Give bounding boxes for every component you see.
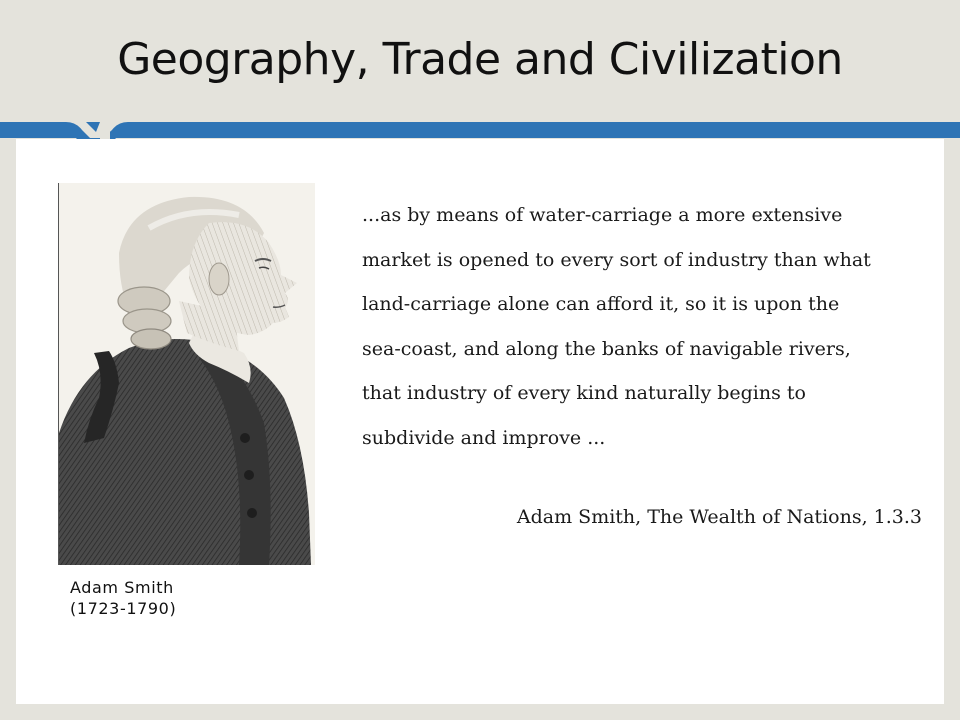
caption-years: (1723-1790) [70,599,177,618]
quote-block [362,193,932,460]
caption-name: Adam Smith [70,578,174,597]
quote-line: land-carriage alone can afford it, so it is upon the [362,293,840,315]
adam-smith-portrait [58,183,315,565]
quote-line: market is opened to every sort of industry than what [362,248,871,271]
portrait-caption [70,577,176,619]
quote-line: ...as by means of water-carriage a more extensive [362,204,843,226]
quote-attribution: Adam Smith, The Wealth of Nations, 1.3.3 [516,506,922,528]
quote-line: subdivide and improve ... [362,426,606,449]
quote-line: sea-coast, and along the banks of navigable rivers, [362,337,851,360]
slide-title: Geography, Trade and Civilization [117,34,843,85]
quote-line: that industry of every kind naturally begins to [362,382,806,404]
